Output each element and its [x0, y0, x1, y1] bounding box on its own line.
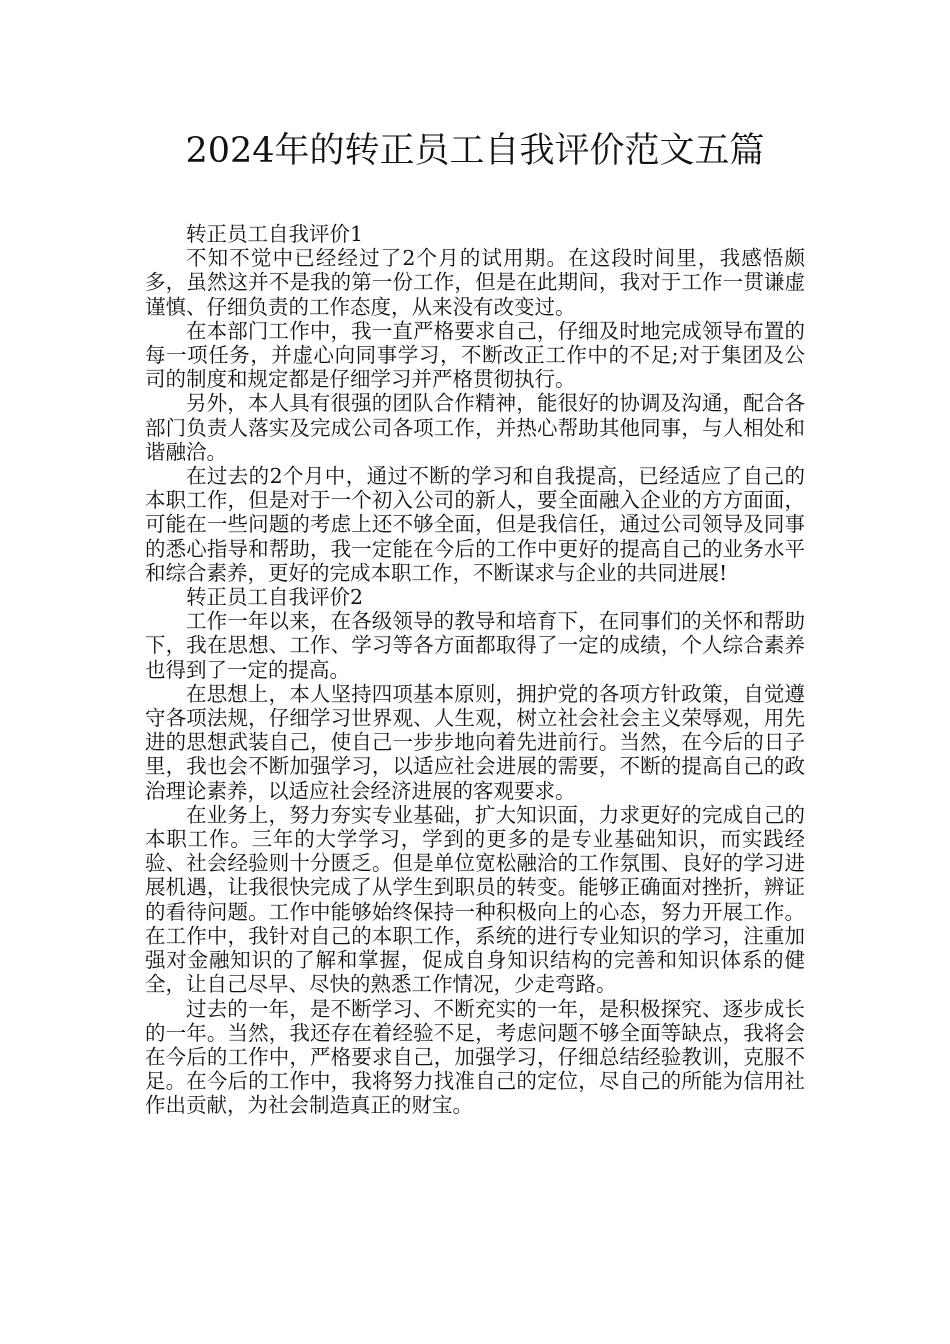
document-title: 2024年的转正员工自我评价范文五篇 [185, 131, 765, 171]
paragraph: 过去的一年，是不断学习、不断充实的一年，是积极探究、逐步成长的一年。当然，我还存在着经验不足，考虑问题不够全面等缺点，我将会在今后的工作中，严格要求自己，加强学习，仔细总结经验教训，克服不足。在今后的工作中，我将努力找准自己的定位，尽自己的所能为信用社作出贡献，为社会制造真正的财宝。 [145, 996, 805, 1118]
paragraph: 在业务上，努力夯实专业基础，扩大知识面，力求更好的完成自己的本职工作。三年的大学学习，学到的更多的是专业基础知识，而实践经验、社会经验则十分匮乏。但是单位宽松融洽的工作氛围、良好的学习进展机遇，让我很快完成了从学生到职员的转变。能够正确面对挫折，辨证的看待问题。工作中能够始终保持一种积极向上的心态，努力开展工作。在工作中，我针对自己的本职工作，系统的进行专业知识的学习，注重加强对金融知识的了解和掌握，促成自身知识结构的完善和知识体系的健全，让自己尽早、尽快的熟悉工作情况，少走弯路。 [145, 802, 805, 997]
paragraph: 在本部门工作中，我一直严格要求自己，仔细及时地完成领导布置的每一项任务，并虚心向同事学习，不断改正工作中的不足;对于集团及公司的制度和规定都是仔细学习并严格贯彻执行。 [145, 318, 805, 392]
paragraph: 另外，本人具有很强的团队合作精神，能很好的协调及沟通，配合各部门负责人落实及完成公司各项工作，并热心帮助其他同事，与人相处和谐融洽。 [145, 391, 805, 464]
section-heading: 转正员工自我评价2 [186, 585, 364, 610]
paragraph: 在思想上，本人坚持四项基本原则，拥护党的各项方针政策，自觉遵守各项法规，仔细学习世界观、人生观，树立社会社会主义荣辱观，用先进的思想武装自己，使自己一步步地向着先进前行。当然，在今后的日子里，我也会不断加强学习，以适应社会进展的需要，不断的提高自己的政治理论素养，以适应社会经济进展的客观要求。 [145, 681, 805, 803]
document-body [145, 222, 805, 1118]
paragraph: 工作一年以来，在各级领导的教导和培育下，在同事们的关怀和帮助下，我在思想、工作、学习等各方面都取得了一定的成绩，个人综合素养也得到了一定的提高。 [145, 609, 805, 682]
paragraph: 在过去的2个月中，通过不断的学习和自我提高，已经适应了自己的本职工作，但是对于一个初入公司的新人，要全面融入企业的方方面面，可能在一些问题的考虑上还不够全面，但是我信任，通过公司领导及同事的悉心指导和帮助，我一定能在今后的工作中更好的提高自己的业务水平和综合素养，更好的完成本职工作，不断谋求与企业的共同进展! [145, 464, 805, 585]
paragraph: 不知不觉中已经经过了2个月的试用期。在这段时间里，我感悟颇多，虽然这并不是我的第一份工作，但是在此期间，我对于工作一贯谦虚谨慎、仔细负责的工作态度，从来没有改变过。 [145, 246, 805, 319]
section-heading: 转正员工自我评价1 [186, 222, 364, 246]
